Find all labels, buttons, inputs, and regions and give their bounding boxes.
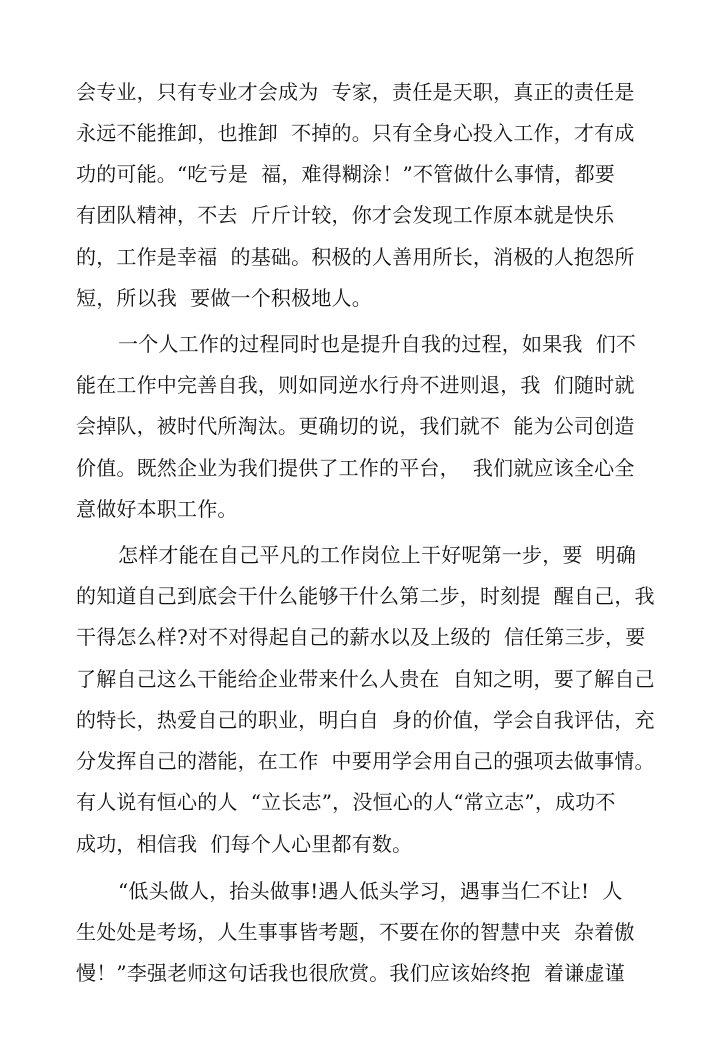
text-line: 短，所以我 要做一个积极地人。 [76,286,372,310]
text-line: 有团队精神，不去 斤斤计较，你才会发现工作原本就是快乐 [76,203,615,227]
text-line: 分发挥自己的潜能，在工作 中要用学会用自己的强项去做事情。 [76,749,655,773]
text-line: 的知道自己到底会干什么能够干什么第二步，时刻提 醒自己，我 [76,584,655,608]
text-line: 意做好本职工作。 [76,497,238,521]
text-line: 干得怎么样?对不对得起自己的薪水以及上级的 信任第三步，要 [76,625,646,649]
text-line: 成功，相信我 们每个人心里都有数。 [76,832,413,856]
text-line: 的，工作是幸福 的基础。积极的人善用所长，消极的人抱怨所 [76,245,635,269]
paragraph-first-line: 怎样才能在自己平凡的工作岗位上干好呢第一步，要 明确 [118,543,637,567]
text-line: 价值。既然企业为我们提供了工作的平台， 我们就应该全心全 [76,456,635,480]
paragraph-first-line: “低头做人，抬头做事!遇人低头学习，遇事当仁不让! 人 [118,879,623,903]
text-line: 慢！”李强老师这句话我也很欣赏。我们应该始终抱 着谦虚谨 [76,961,625,985]
text-line: 永远不能推卸，也推卸 不掉的。只有全身心投入工作，才有成 [76,121,635,145]
paragraph-first-line: 一个人工作的过程同时也是提升自我的过程，如果我 们不 [118,332,637,356]
text-line: 会掉队，被时代所淘汰。更确切的说，我们就不 能为公司创造 [76,414,635,438]
text-line: 有人说有恒心的人 “立长志”，没恒心的人“常立志”，成功不 [76,790,616,814]
text-line: 的特长，热爱自己的职业，明白自 身的价值，学会自我评估，充 [76,708,655,732]
text-line: 了解自己这么干能给企业带来什么人贵在 自知之明，要了解自己 [76,667,655,691]
text-line: 生处处是考场，人生事事皆考题，不要在你的智慧中夹 杂着傲 [76,920,635,944]
text-line: 能在工作中完善自我，则如同逆水行舟不进则退，我 们随时就 [76,373,635,397]
text-line: 会专业，只有专业才会成为 专家，责任是天职，真正的责任是 [76,80,635,104]
text-line: 功的可能。“吃亏是 福，难得糊涂！”不管做什么事情，都要 [76,162,615,186]
